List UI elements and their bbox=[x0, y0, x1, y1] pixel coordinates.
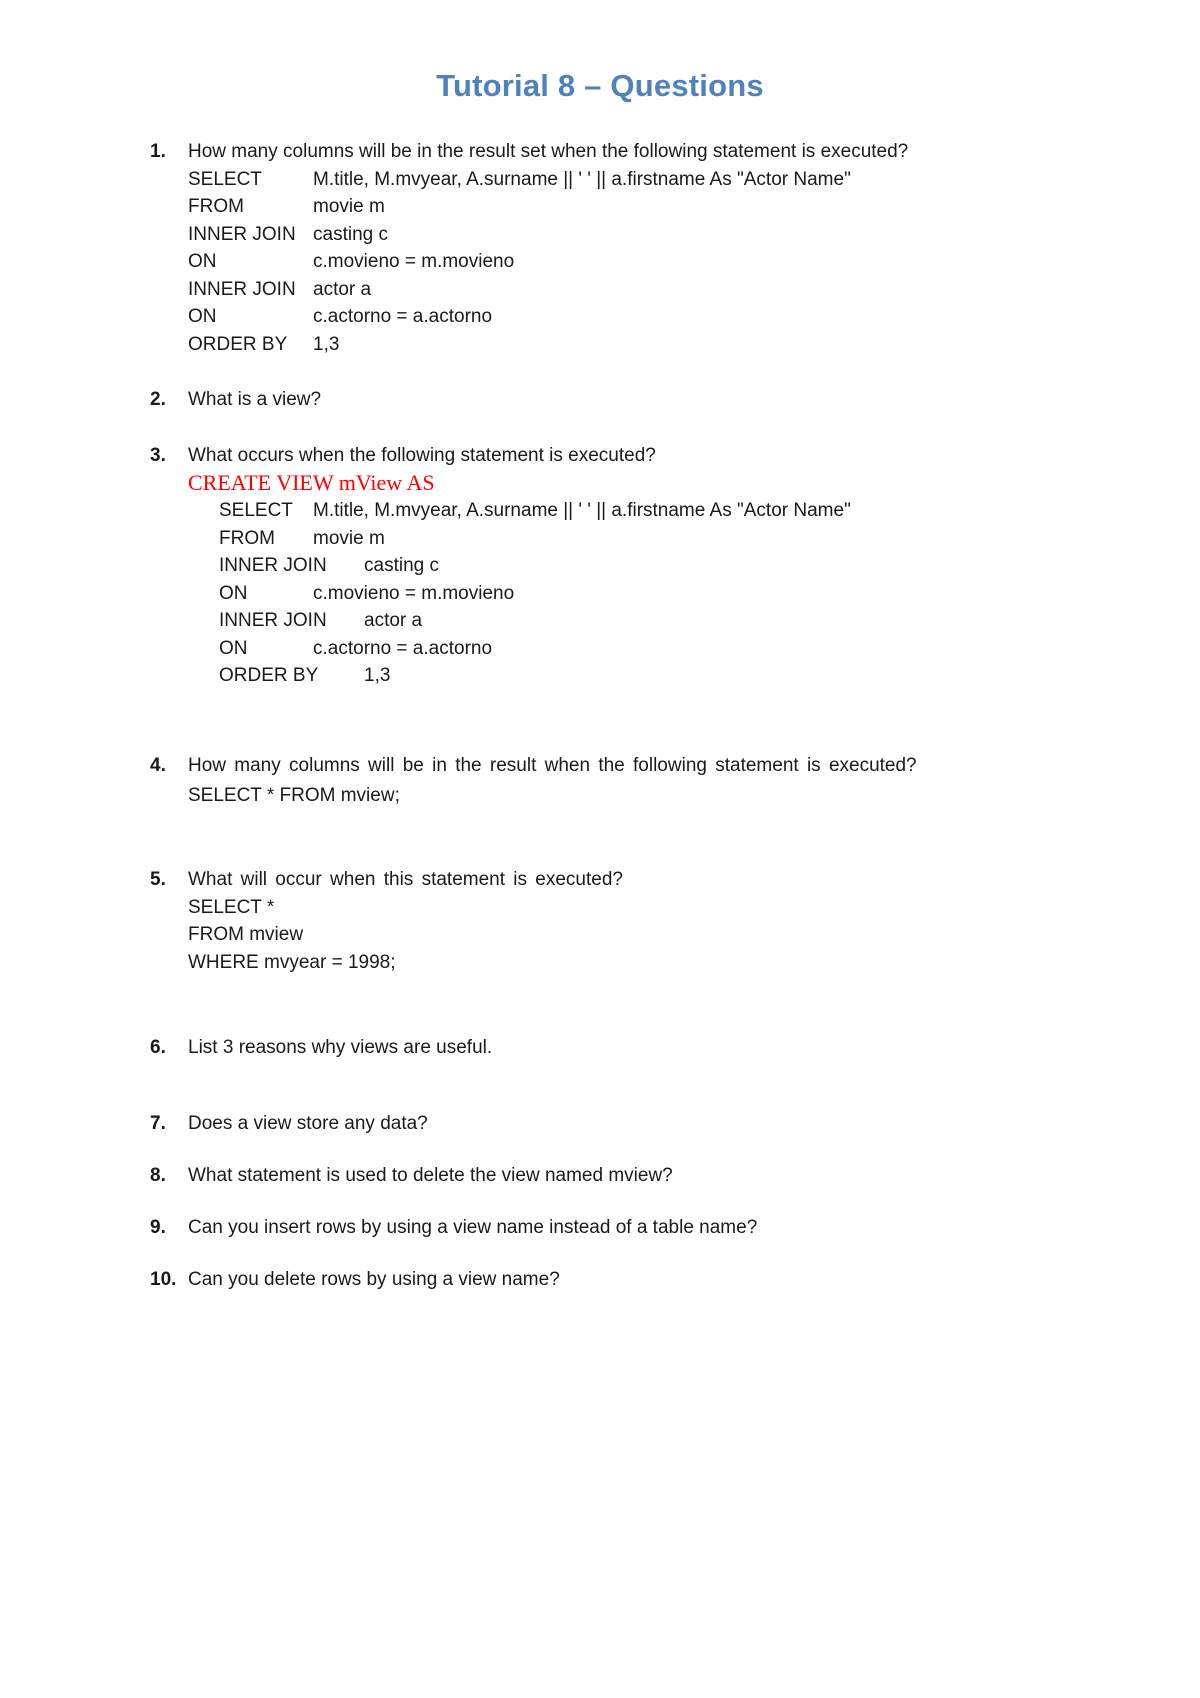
sql-clause: c.movieno = m.movieno bbox=[313, 582, 515, 604]
create-view-statement: CREATE VIEW mView AS bbox=[188, 470, 435, 495]
question-text: Does a view store any data? bbox=[188, 1113, 428, 1134]
question-number: 9. bbox=[150, 1217, 166, 1238]
sql-keyword: ON bbox=[188, 251, 217, 272]
question-text: What statement is used to delete the view named mview? bbox=[188, 1165, 673, 1186]
sql-clause: M.title, M.mvyear, A.surname || ' ' || a.firstname As "Actor Name" bbox=[313, 168, 851, 190]
question-number: 1. bbox=[150, 141, 166, 162]
sql-line bbox=[219, 497, 851, 525]
sql-line bbox=[188, 248, 514, 276]
sql-clause: actor a bbox=[313, 278, 372, 300]
sql-line: SELECT * FROM mview; bbox=[188, 785, 400, 806]
sql-clause: movie m bbox=[313, 196, 385, 217]
sql-line bbox=[219, 525, 385, 553]
question-text: List 3 reasons why views are useful. bbox=[188, 1037, 493, 1058]
sql-line bbox=[219, 635, 492, 663]
sql-keyword: FROM bbox=[188, 196, 244, 217]
question-number: 3. bbox=[150, 445, 166, 466]
sql-clause: actor a bbox=[364, 610, 423, 631]
sql-clause: 1,3 bbox=[364, 665, 391, 686]
sql-clause: M.title, M.mvyear, A.surname || ' ' || a.firstname As "Actor Name" bbox=[313, 500, 851, 521]
sql-clause: c.actorno = a.actorno bbox=[313, 306, 493, 327]
sql-clause: 1,3 bbox=[313, 333, 340, 355]
question-number: 4. bbox=[150, 755, 166, 776]
question-text: What will occur when this statement is executed? bbox=[188, 869, 623, 890]
sql-line: FROM mview bbox=[188, 924, 304, 945]
question-text: What is a view? bbox=[188, 389, 322, 410]
sql-keyword: ORDER BY bbox=[219, 665, 319, 686]
sql-keyword: INNER JOIN bbox=[188, 223, 296, 245]
question-number: 10. bbox=[150, 1269, 177, 1290]
sql-keyword: SELECT bbox=[188, 168, 262, 190]
sql-line bbox=[188, 221, 388, 249]
sql-line bbox=[188, 303, 492, 331]
sql-line bbox=[219, 607, 422, 635]
question-text: How many columns will be in the result when the following statement is executed? bbox=[188, 755, 917, 776]
sql-line bbox=[219, 580, 514, 608]
sql-keyword: ON bbox=[219, 637, 248, 659]
question-text: How many columns will be in the result set when the following statement is executed? bbox=[188, 141, 909, 162]
sql-clause: casting c bbox=[364, 555, 439, 576]
sql-keyword: INNER JOIN bbox=[219, 610, 327, 631]
question-text: Can you delete rows by using a view name? bbox=[188, 1269, 560, 1290]
sql-line: WHERE mvyear = 1998; bbox=[188, 951, 396, 973]
sql-keyword: FROM bbox=[219, 527, 275, 549]
sql-line bbox=[188, 331, 339, 359]
sql-line bbox=[188, 166, 851, 194]
page-title: Tutorial 8 – Questions bbox=[436, 68, 764, 103]
sql-clause: c.movieno = m.movieno bbox=[313, 251, 515, 272]
sql-keyword: ON bbox=[219, 582, 248, 604]
question-number: 5. bbox=[150, 869, 166, 890]
question-number: 6. bbox=[150, 1037, 166, 1058]
sql-keyword: ORDER BY bbox=[188, 333, 288, 355]
question-number: 2. bbox=[150, 389, 166, 410]
sql-keyword: INNER JOIN bbox=[188, 278, 296, 300]
question-number: 8. bbox=[150, 1165, 166, 1186]
sql-keyword: SELECT bbox=[219, 500, 293, 521]
sql-keyword: ON bbox=[188, 306, 217, 327]
sql-line: SELECT * bbox=[188, 896, 275, 918]
question-number: 7. bbox=[150, 1113, 166, 1134]
question-text: What occurs when the following statement is executed? bbox=[188, 445, 656, 466]
sql-keyword: INNER JOIN bbox=[219, 555, 327, 576]
sql-line bbox=[188, 276, 371, 304]
sql-line bbox=[188, 193, 385, 221]
sql-clause: casting c bbox=[313, 223, 388, 245]
sql-line bbox=[219, 552, 439, 580]
sql-clause: c.actorno = a.actorno bbox=[313, 637, 493, 659]
sql-line bbox=[219, 662, 390, 690]
sql-clause: movie m bbox=[313, 527, 385, 549]
question-text: Can you insert rows by using a view name instead of a table name? bbox=[188, 1217, 758, 1238]
